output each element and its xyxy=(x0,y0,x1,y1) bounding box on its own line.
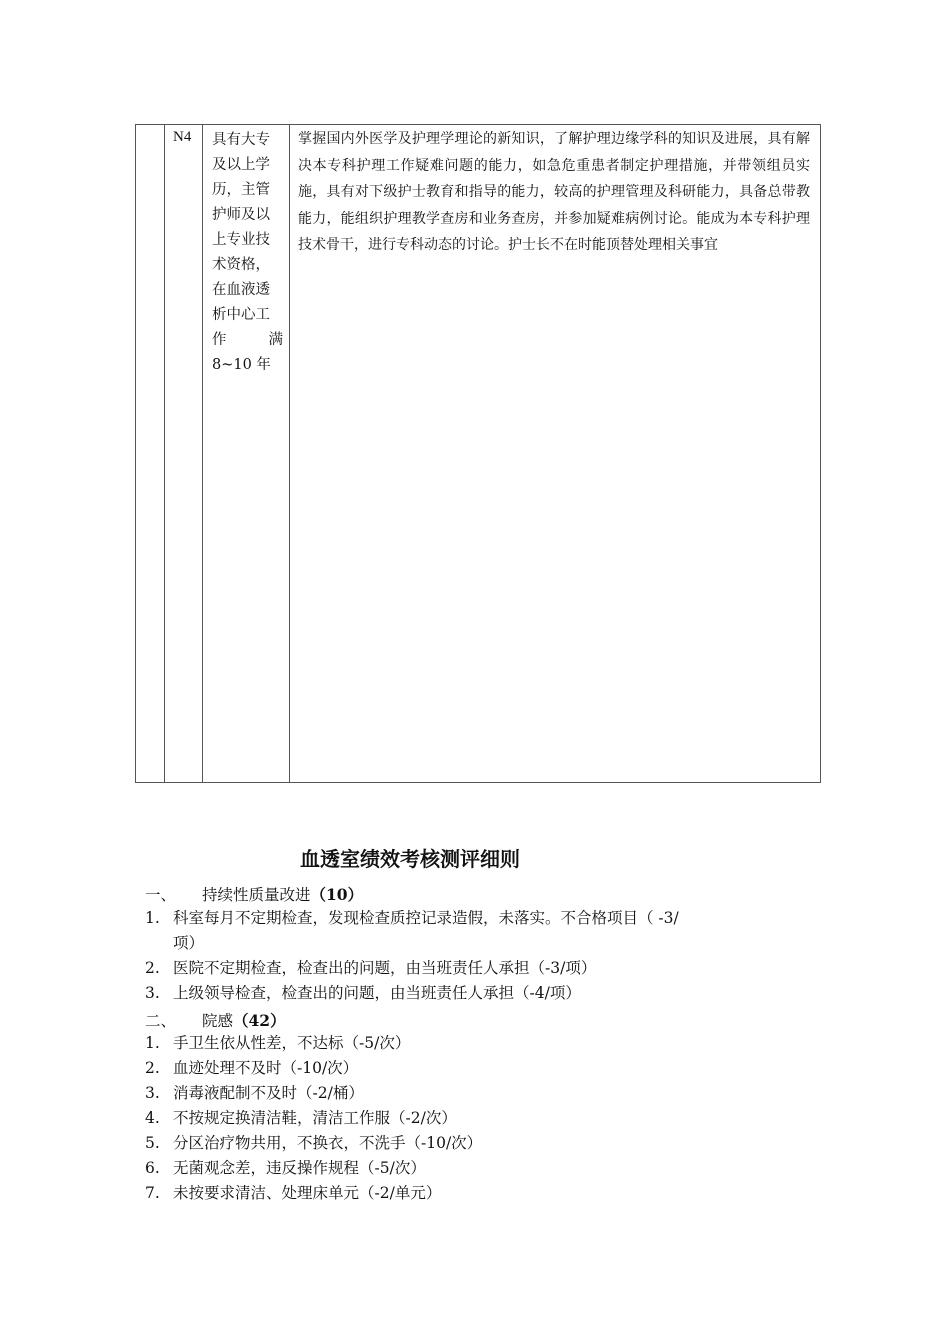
item-number: 3. xyxy=(145,1084,160,1102)
requirement-line: 析中心工 xyxy=(212,307,270,323)
item-text-continued: 项） xyxy=(173,934,205,952)
list-item xyxy=(145,906,815,956)
section-heading-infection xyxy=(145,1009,286,1031)
item-number: 4. xyxy=(145,1109,160,1127)
item-text: 上级领导检查，检查出的问题，由当班责任人承担（-4/项） xyxy=(173,984,581,1002)
section-number: 一、 xyxy=(145,886,177,904)
document-title: 血透室绩效考核测评细则 xyxy=(300,847,520,871)
requirement-line: 护师及以 xyxy=(212,207,270,223)
section-number: 二、 xyxy=(145,1012,177,1030)
requirement-line: 8~10 年 xyxy=(212,357,271,373)
requirement-line: 上专业技 xyxy=(212,232,270,248)
list-item xyxy=(145,956,815,981)
section-points: （42） xyxy=(233,1011,286,1030)
duties-text: 掌握国内外医学及护理学理论的新知识，了解护理边缘学科的知识及进展，具有解决本专科护理工作疑难问题的能力，如急危重患者制定护理措施，并带领组员实施，具有对下级护士教育和指导的能力，较高的护理管理及科研能力，具备总带教能力，能组织护理教学查房和业务查房，并参加疑难病例讨论。能成为本专科护理技术骨干，进行专科动态的讨论。护士长不在时能顶替处理相关事宜 xyxy=(298,131,810,253)
level-label: N4 xyxy=(173,129,192,145)
requirement-line: 历，主管 xyxy=(212,182,270,198)
item-text: 血迹处理不及时（-10/次） xyxy=(173,1059,359,1077)
table-cell-index xyxy=(136,125,165,783)
table-cell-requirement xyxy=(203,125,290,783)
section-name: 院感 xyxy=(202,1012,234,1030)
list-item xyxy=(145,1031,815,1056)
requirement-line: 在血液透 xyxy=(212,282,270,298)
table-cell-duties xyxy=(290,125,821,783)
item-number: 1. xyxy=(145,909,160,927)
requirement-text xyxy=(203,125,289,378)
list-item xyxy=(145,1181,815,1206)
item-text: 分区治疗物共用，不换衣，不洗手（-10/次） xyxy=(173,1134,483,1152)
requirement-line: 术资格， xyxy=(212,257,270,273)
item-number: 3. xyxy=(145,984,160,1002)
item-text: 科室每月不定期检查，发现检查质控记录造假，未落实。不合格项目（ -3/ xyxy=(173,909,679,927)
nurse-level-table xyxy=(135,124,821,783)
section-heading-quality xyxy=(145,883,363,905)
item-text: 医院不定期检查，检查出的问题，由当班责任人承担（-3/项） xyxy=(173,959,597,977)
section-points: （10） xyxy=(310,885,364,904)
item-number: 5. xyxy=(145,1134,160,1152)
list-item xyxy=(145,1056,815,1081)
item-text: 无菌观念差，违反操作规程（-5/次） xyxy=(173,1159,426,1177)
item-text: 消毒液配制不及时（-2/桶） xyxy=(173,1084,364,1102)
list-item xyxy=(145,1131,815,1156)
item-text: 未按要求清洁、处理床单元（-2/单元） xyxy=(173,1184,442,1202)
item-number: 2. xyxy=(145,1059,160,1077)
item-number: 6. xyxy=(145,1159,160,1177)
requirement-word: 作 xyxy=(212,332,227,348)
item-number: 7. xyxy=(145,1184,160,1202)
table-row xyxy=(136,125,821,783)
item-number: 1. xyxy=(145,1034,160,1052)
item-text: 手卫生依从性差，不达标（-5/次） xyxy=(173,1034,411,1052)
requirement-line: 具有大专 xyxy=(212,132,270,148)
list-item xyxy=(145,981,815,1006)
section-name: 持续性质量改进 xyxy=(202,886,311,904)
requirement-line: 及以上学 xyxy=(212,157,270,173)
list-item xyxy=(145,1081,815,1106)
item-text: 不按规定换清洁鞋，清洁工作服（-2/次） xyxy=(173,1109,457,1127)
list-item xyxy=(145,1156,815,1181)
requirement-line xyxy=(212,328,283,353)
item-number: 2. xyxy=(145,959,160,977)
requirement-word: 满 xyxy=(268,332,283,348)
list-item xyxy=(145,1106,815,1131)
table-cell-level xyxy=(165,125,203,783)
